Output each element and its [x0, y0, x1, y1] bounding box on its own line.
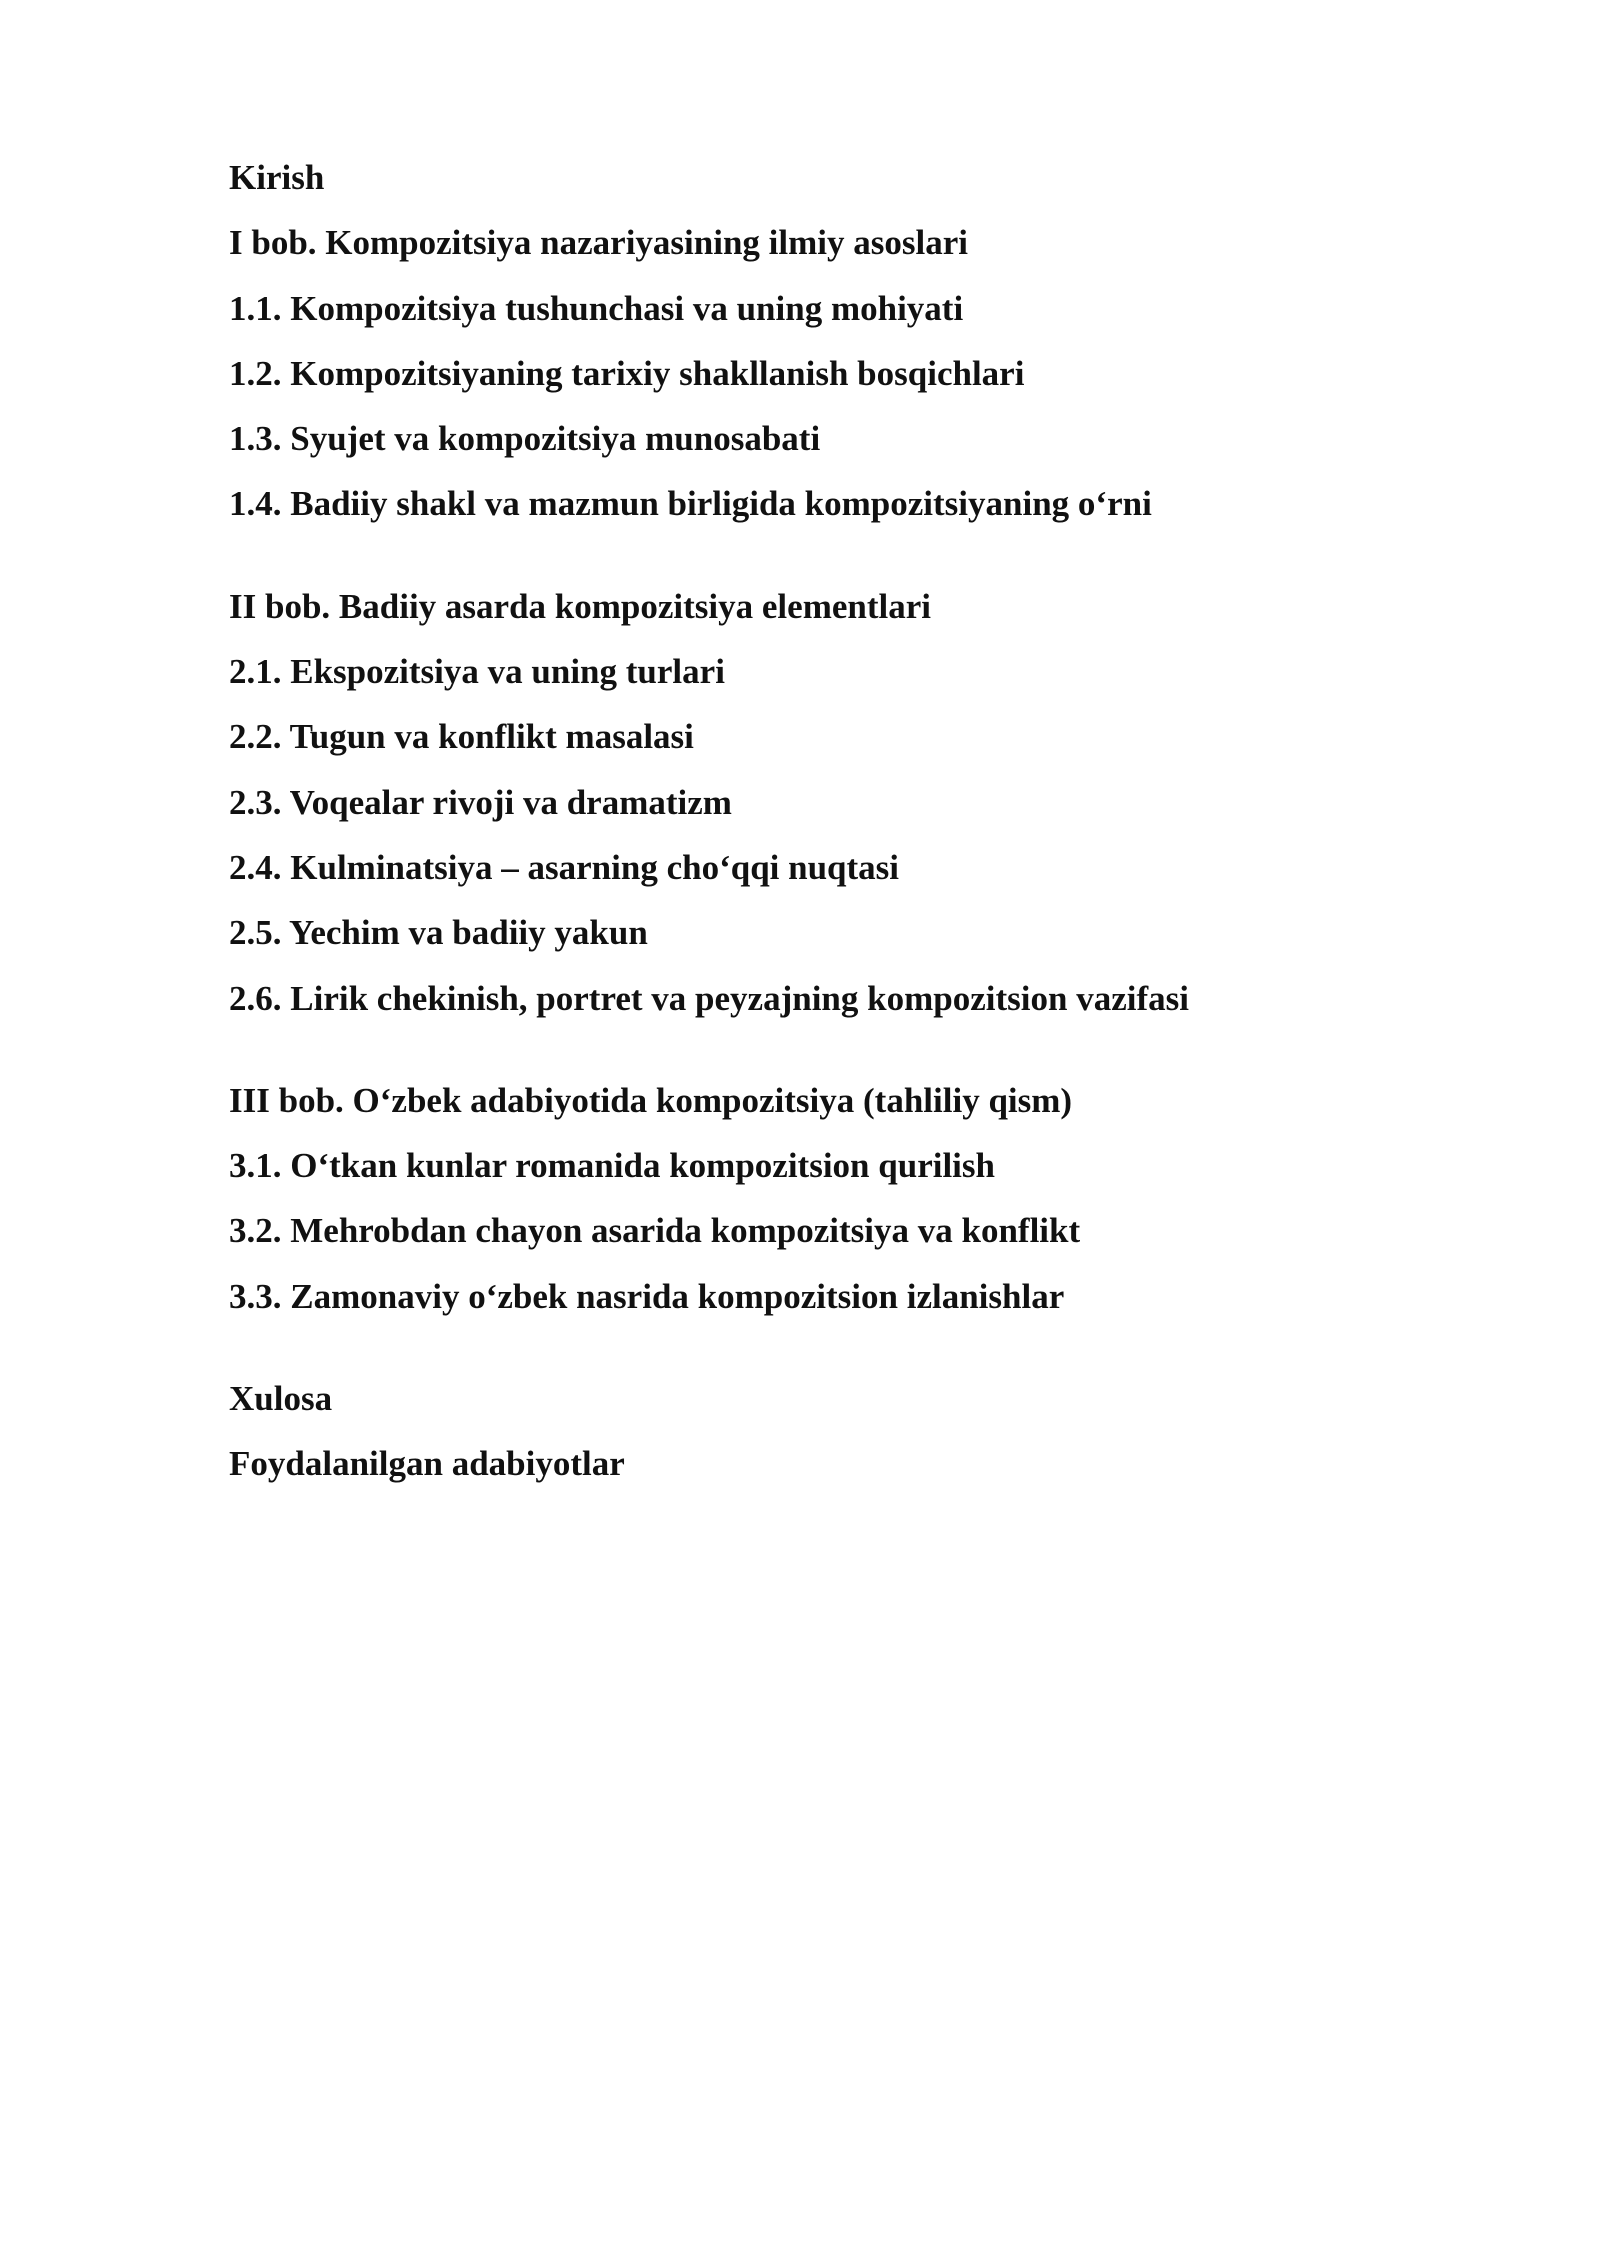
chapter-1-title: I bob. Kompozitsiya nazariyasining ilmiy asoslari — [229, 223, 968, 263]
toc-item: 2.3. Voqealar rivoji va dramatizm — [229, 782, 732, 822]
section-spacer — [229, 1329, 1429, 1366]
section-spacer — [229, 1031, 1429, 1068]
toc-item: 1.4. Badiiy shakl va mazmun birligida kompozitsiyaning o‘rni — [229, 484, 1152, 524]
toc-references: Foydalanilgan adabiyotlar — [229, 1444, 625, 1484]
toc-item: 1.2. Kompozitsiyaning tarixiy shakllanish bosqichlari — [229, 353, 1025, 393]
section-spacer — [229, 537, 1429, 574]
chapter-3-title: III bob. O‘zbek adabiyotida kompozitsiya (tahliliy qism) — [229, 1080, 1073, 1120]
toc-item: 3.1. O‘tkan kunlar romanida kompozitsion qurilish — [229, 1146, 995, 1186]
table-of-contents — [229, 145, 1429, 1497]
toc-item: 2.5. Yechim va badiiy yakun — [229, 913, 648, 953]
toc-item: 2.1. Ekspozitsiya va uning turlari — [229, 652, 725, 692]
toc-intro: Kirish — [229, 158, 325, 197]
toc-item: 3.2. Mehrobdan chayon asarida kompozitsiya va konflikt — [229, 1211, 1081, 1251]
toc-item: 2.6. Lirik chekinish, portret va peyzajning kompozitsion vazifasi — [229, 978, 1189, 1018]
toc-conclusion: Xulosa — [229, 1379, 333, 1419]
toc-item: 1.1. Kompozitsiya tushunchasi va uning mohiyati — [229, 288, 964, 328]
chapter-2-title: II bob. Badiiy asarda kompozitsiya elementlari — [229, 586, 931, 626]
toc-item: 3.3. Zamonaviy o‘zbek nasrida kompozitsion izlanishlar — [229, 1276, 1065, 1316]
toc-item: 1.3. Syujet va kompozitsiya munosabati — [229, 419, 821, 459]
toc-item: 2.4. Kulminatsiya – asarning cho‘qqi nuqtasi — [229, 847, 900, 887]
toc-item: 2.2. Tugun va konflikt masalasi — [229, 717, 694, 757]
